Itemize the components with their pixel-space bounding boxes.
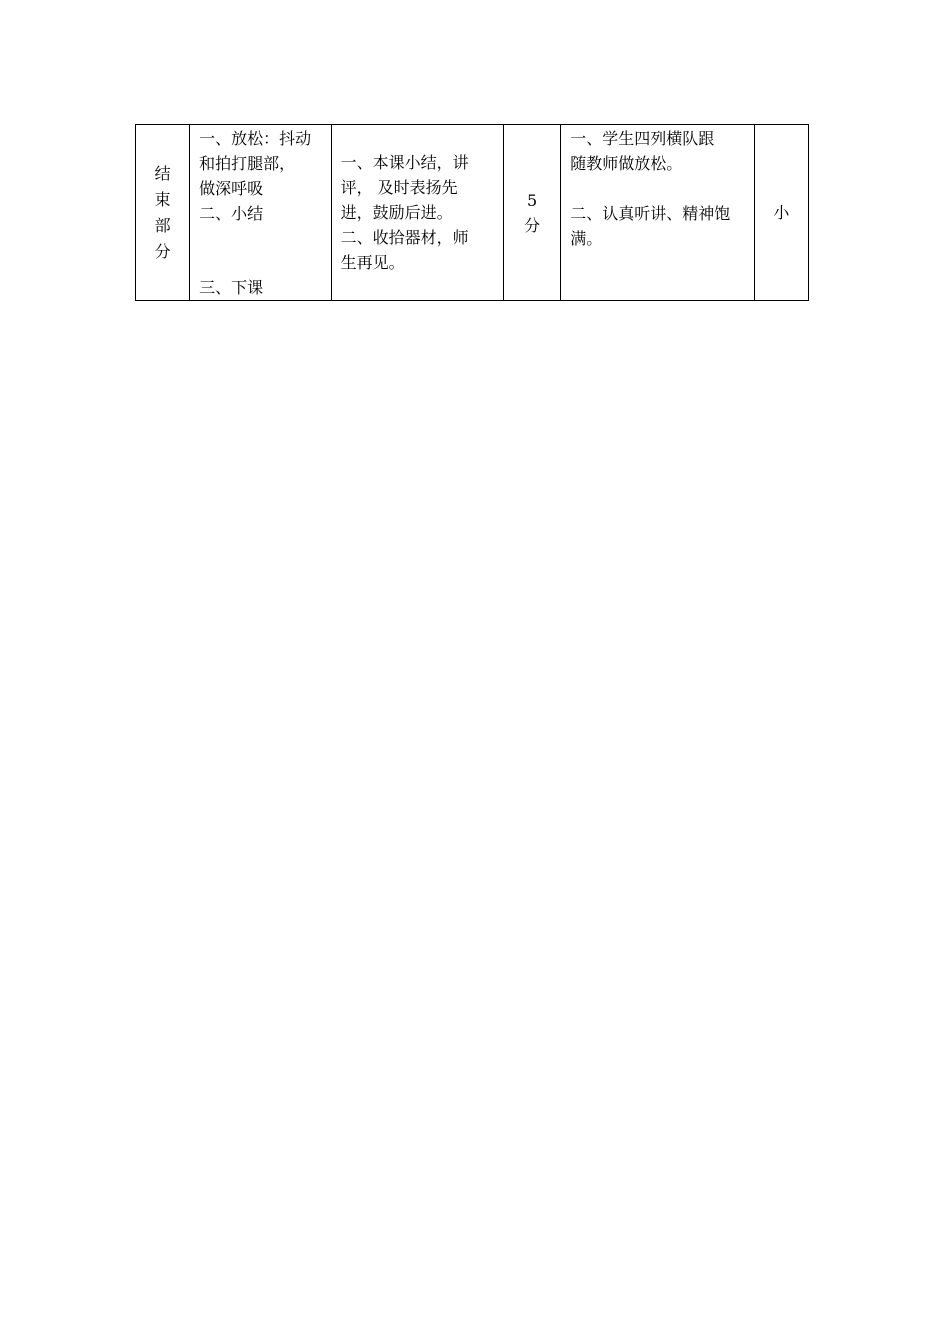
content-line: 一、放松：抖动 bbox=[199, 129, 312, 148]
student-line: 二、认真听讲、精神饱 bbox=[570, 204, 731, 223]
teacher-line: 二、收拾器材，师 bbox=[340, 228, 469, 247]
teacher-line: 进，鼓励后进。 bbox=[340, 203, 453, 222]
content-line: 二、小结 bbox=[199, 204, 264, 223]
student-gap bbox=[570, 176, 748, 201]
section-label: 结束部分 bbox=[154, 163, 171, 261]
student-line: 满。 bbox=[570, 229, 603, 248]
content-line: 做深呼吸 bbox=[199, 179, 264, 198]
time-value: 5 bbox=[527, 190, 538, 210]
content-gap bbox=[199, 226, 326, 275]
section-cell bbox=[136, 125, 190, 301]
content-line: 三、下课 bbox=[199, 278, 264, 297]
teacher-line: 评， 及时表扬先 bbox=[340, 178, 458, 197]
student-cell bbox=[561, 125, 755, 301]
content-cell bbox=[190, 125, 331, 301]
student-line: 随教师做放松。 bbox=[570, 154, 683, 173]
table-row bbox=[136, 125, 809, 301]
student-line: 一、学生四列横队跟 bbox=[570, 129, 715, 148]
teacher-cell bbox=[331, 125, 504, 301]
teacher-line: 一、本课小结，讲 bbox=[340, 153, 469, 172]
content-line: 和拍打腿部， bbox=[199, 154, 296, 173]
load-cell bbox=[754, 125, 808, 301]
time-cell bbox=[504, 125, 561, 301]
teacher-line: 生再见。 bbox=[340, 253, 405, 272]
lesson-plan-table bbox=[135, 124, 809, 301]
time-unit: 分 bbox=[524, 215, 541, 235]
load-value: 小 bbox=[773, 203, 790, 222]
